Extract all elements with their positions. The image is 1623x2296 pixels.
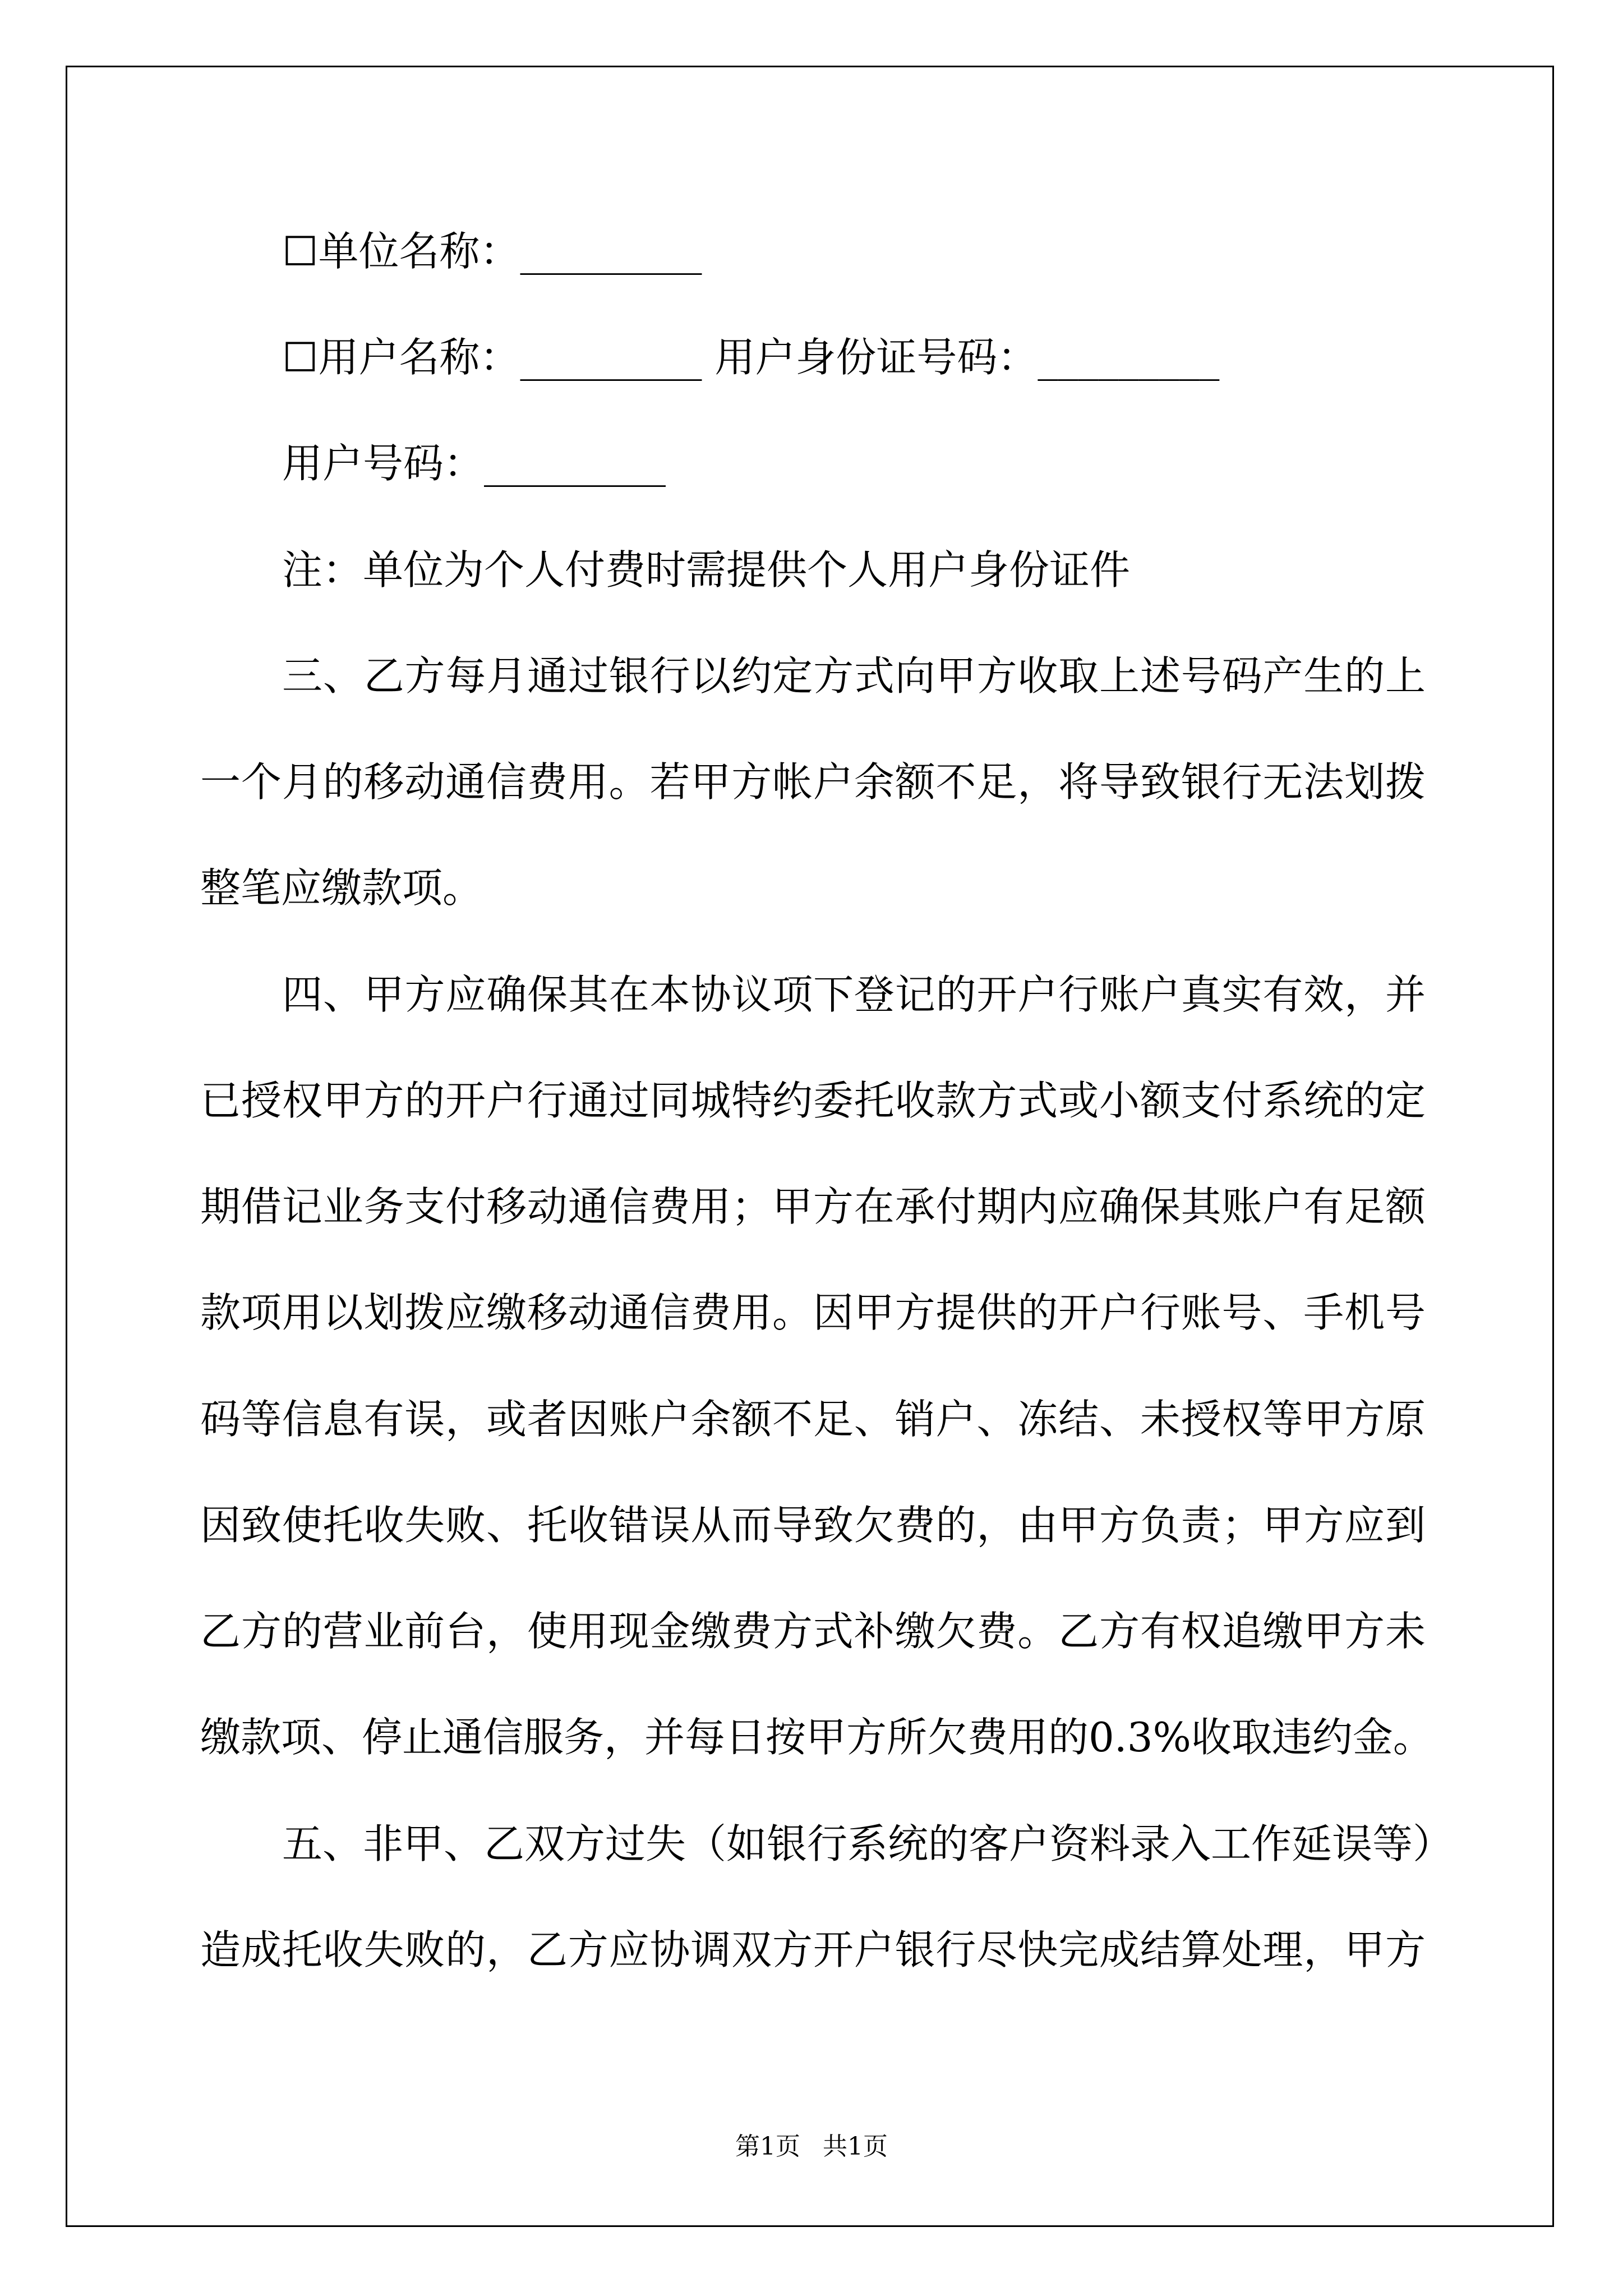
clause-4-line: 四、甲方应确保其在本协议项下登记的开户行账户真实有效，并 bbox=[282, 971, 1426, 1018]
clause-4-line: 缴款项、停止通信服务，并每日按甲方所欠费用的0.3%收取违约金。 bbox=[200, 1714, 1433, 1761]
clause-5-line: 五、非甲、乙双方过失（如银行系统的客户资料录入工作延误等） bbox=[282, 1820, 1454, 1867]
user-name-id-field: ☐用户名称：_________ 用户身份证号码：_________ bbox=[282, 334, 1220, 381]
clause-3-line: 一个月的移动通信费用。若甲方帐户余额不足，将导致银行无法划拨 bbox=[200, 758, 1426, 806]
page-total: 共1页 bbox=[823, 2132, 888, 2161]
clause-4-line: 乙方的营业前台，使用现金缴费方式补缴欠费。乙方有权追缴甲方未 bbox=[200, 1608, 1426, 1655]
clause-4-line: 码等信息有误，或者因账户余额不足、销户、冻结、未授权等甲方原 bbox=[200, 1396, 1426, 1443]
clause-4-line: 款项用以划拨应缴移动通信费用。因甲方提供的开户行账号、手机号 bbox=[200, 1289, 1426, 1336]
page-number: 第1页 bbox=[735, 2132, 800, 2161]
page-footer bbox=[0, 2126, 1623, 2162]
clause-4-line: 期借记业务支付移动通信费用；甲方在承付期内应确保其账户有足额 bbox=[200, 1183, 1426, 1230]
note-line: 注：单位为个人付费时需提供个人用户身份证件 bbox=[282, 546, 1131, 593]
user-number-field: 用户号码：_________ bbox=[282, 440, 666, 487]
clause-5-line: 造成托收失败的，乙方应协调双方开户银行尽快完成结算处理，甲方 bbox=[200, 1926, 1426, 1973]
clause-3-line: 整笔应缴款项。 bbox=[200, 864, 483, 912]
clause-3-line: 三、乙方每月通过银行以约定方式向甲方收取上述号码产生的上 bbox=[282, 652, 1426, 700]
clause-4-line: 已授权甲方的开户行通过同城特约委托收款方式或小额支付系统的定 bbox=[200, 1077, 1426, 1124]
clause-4-line: 因致使托收失败、托收错误从而导致欠费的，由甲方负责；甲方应到 bbox=[200, 1502, 1426, 1549]
unit-name-field: ☐单位名称：_________ bbox=[282, 228, 702, 275]
